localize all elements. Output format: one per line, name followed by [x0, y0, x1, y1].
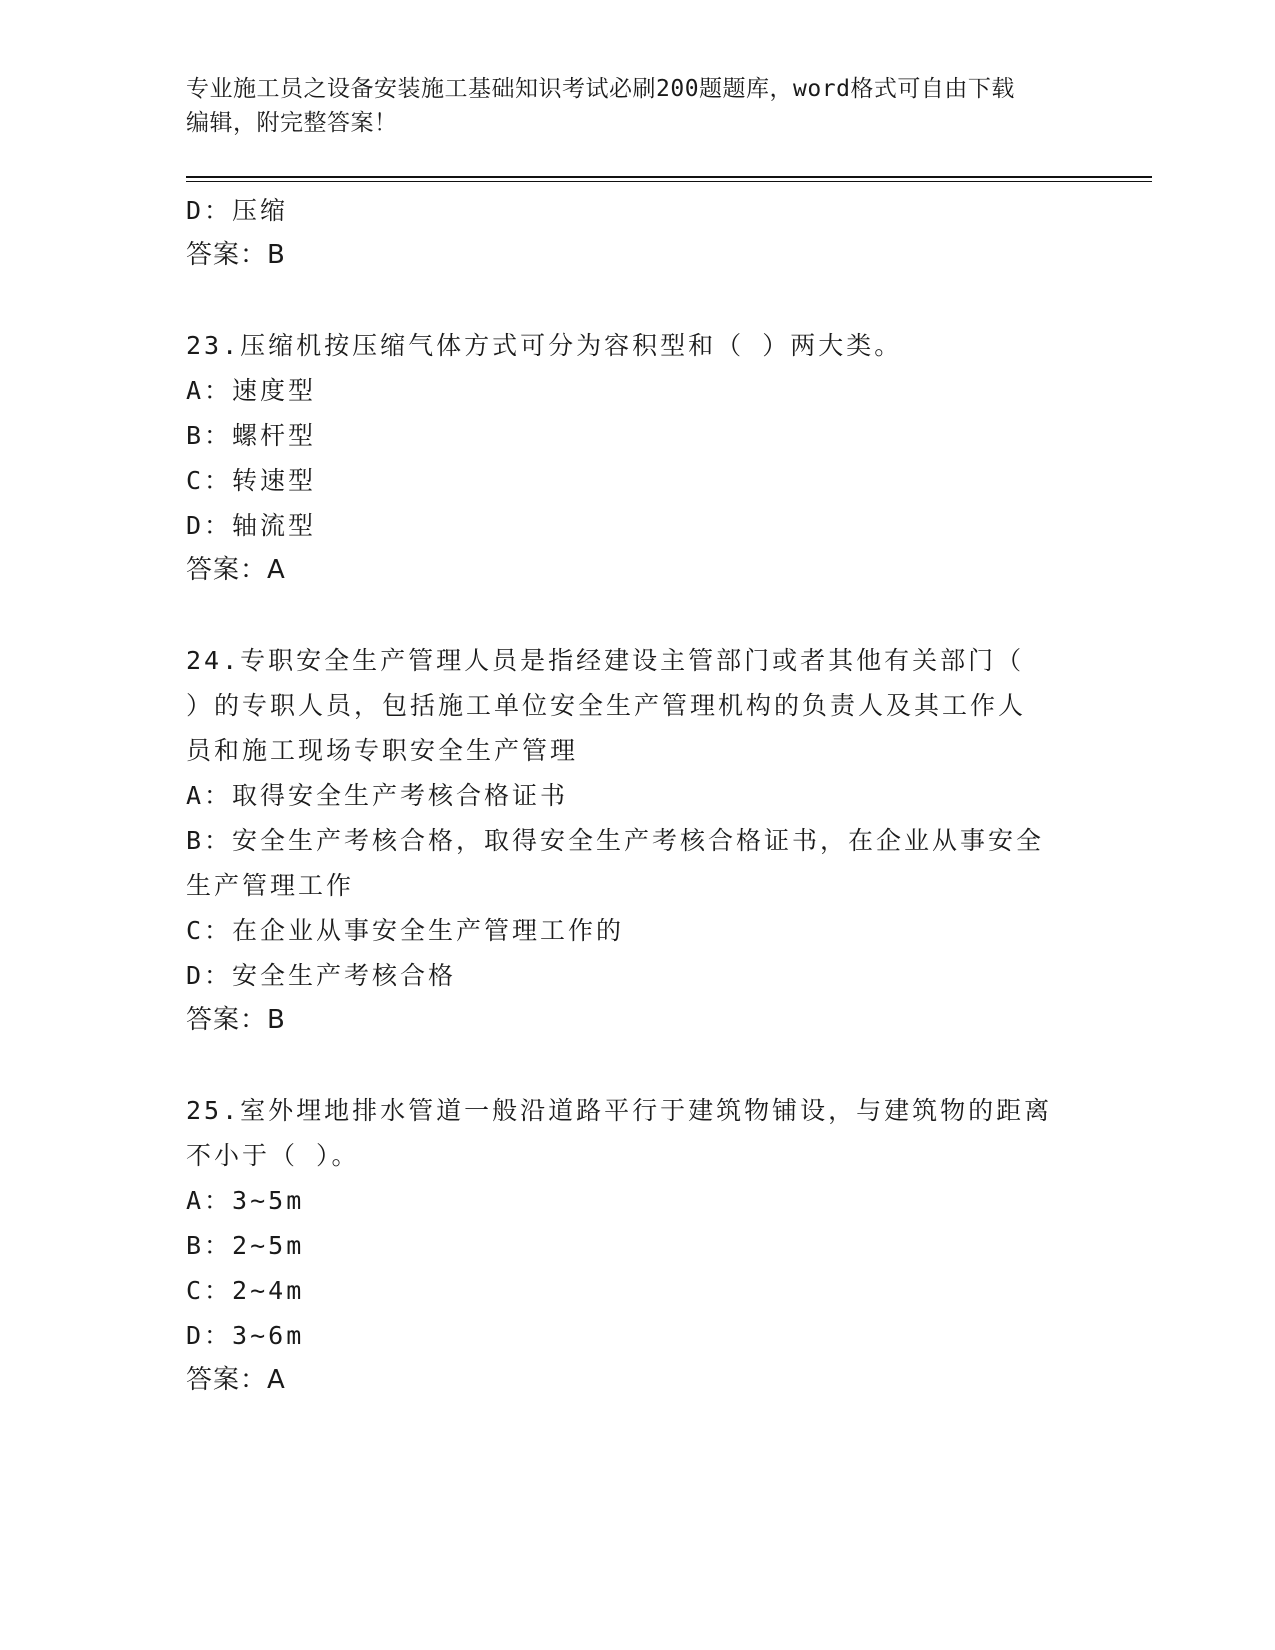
question-24	[186, 638, 1086, 1043]
spacer	[186, 278, 1086, 323]
question-25	[186, 1088, 1086, 1403]
answer: 答案：B	[186, 240, 286, 270]
spacer	[186, 1043, 1086, 1088]
option-a: A：取得安全生产考核合格证书	[186, 781, 569, 810]
option-b-line-1: B：安全生产考核合格，取得安全生产考核合格证书，在企业从事安全	[186, 826, 1045, 855]
answer: 答案：B	[186, 1005, 286, 1035]
option-b: B：螺杆型	[186, 421, 317, 450]
question-23	[186, 323, 1086, 593]
question-stem-line-1: 25.室外埋地排水管道一般沿道路平行于建筑物铺设，与建筑物的距离	[186, 1096, 1053, 1125]
option-d: D：压缩	[186, 196, 289, 225]
option-b: B：2~5m	[186, 1231, 305, 1260]
question-stem-line-2: ）的专职人员，包括施工单位安全生产管理机构的负责人及其工作人	[186, 691, 1027, 720]
document-body	[186, 188, 1086, 1403]
spacer	[186, 593, 1086, 638]
answer: 答案：A	[186, 555, 286, 585]
question-stem-line-1: 24.专职安全生产管理人员是指经建设主管部门或者其他有关部门（	[186, 646, 1025, 675]
option-c: C：2~4m	[186, 1276, 305, 1305]
question-stem: 23.压缩机按压缩气体方式可分为容积型和（ ）两大类。	[186, 331, 903, 360]
question-stem-line-2: 不小于（ ）。	[186, 1141, 360, 1170]
question-22-tail	[186, 188, 1086, 278]
document-header	[186, 72, 1086, 140]
question-stem-line-3: 员和施工现场专职安全生产管理	[186, 736, 579, 765]
header-rule-thin	[186, 181, 1152, 182]
option-b-line-2: 生产管理工作	[186, 871, 355, 900]
option-d: D：轴流型	[186, 511, 317, 540]
answer: 答案：A	[186, 1365, 286, 1395]
option-d: D：安全生产考核合格	[186, 961, 457, 990]
option-a: A：速度型	[186, 376, 317, 405]
header-line-1: 专业施工员之设备安装施工基础知识考试必刷200题题库，word格式可自由下载	[186, 76, 1015, 102]
header-line-2: 编辑，附完整答案！	[186, 110, 398, 136]
option-d: D：3~6m	[186, 1321, 305, 1350]
header-rule-thick	[186, 176, 1152, 178]
option-c: C：在企业从事安全生产管理工作的	[186, 916, 625, 945]
option-c: C：转速型	[186, 466, 317, 495]
option-a: A：3~5m	[186, 1186, 305, 1215]
